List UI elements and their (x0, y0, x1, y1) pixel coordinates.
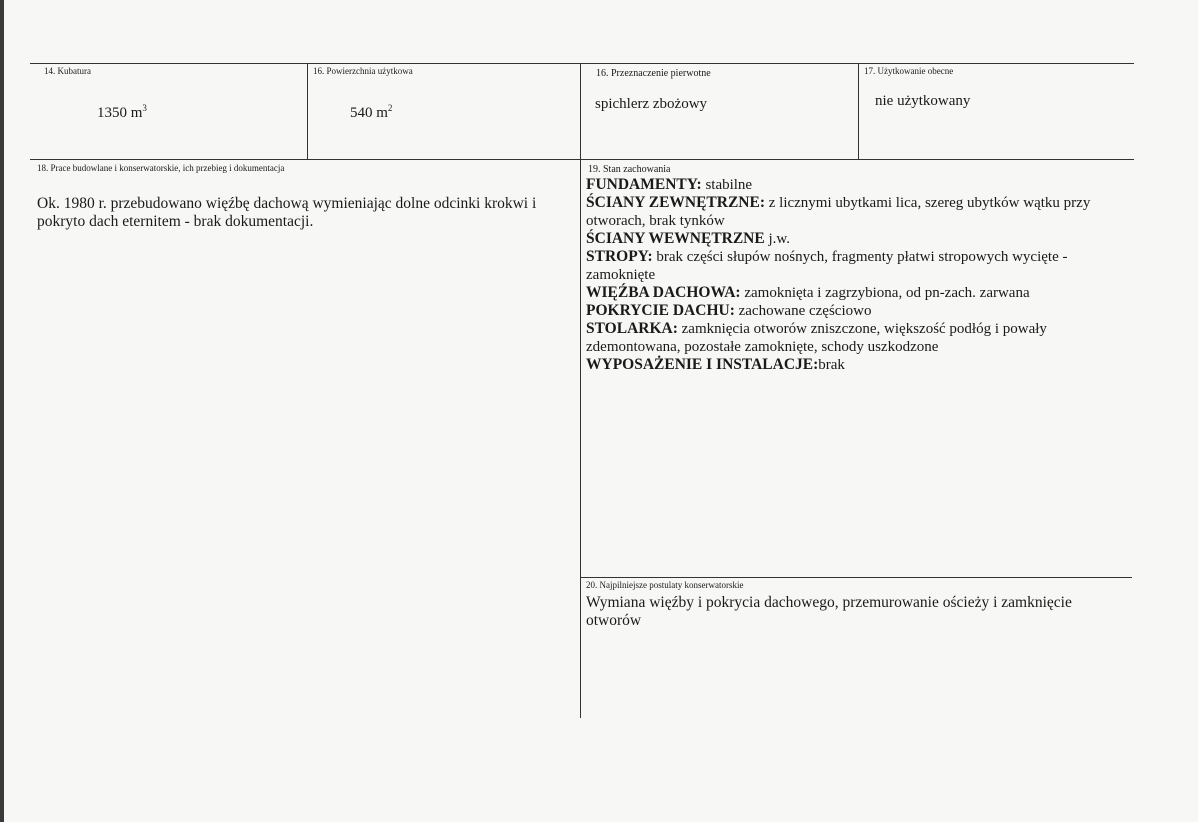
condition-line: ŚCIANY WEWNĘTRZNE j.w. (586, 230, 791, 247)
rule-mid (30, 159, 1134, 160)
section-20-line: Wymiana więźby i pokrycia dachowego, przemurowanie ościeży i zamknięcie (586, 594, 1072, 611)
rule-top (30, 63, 1134, 64)
field-17-label: 17. Użytkowanie obecne (864, 66, 954, 76)
section-20-label: 20. Najpilniejsze postulaty konserwatorskie (586, 580, 744, 590)
condition-line: otworach, brak tynków (586, 213, 725, 229)
condition-line: FUNDAMENTY: stabilne (586, 176, 753, 193)
condition-line: STOLARKA: zamknięcia otworów zniszczone, większość podłóg i powały (586, 320, 1047, 337)
section-18-text (37, 195, 572, 231)
section-19-label: 19. Stan zachowania (588, 164, 671, 175)
field-16-label: 16. Powierzchnia użytkowa (313, 66, 413, 76)
field-16b-value: spichlerz zbożowy (595, 96, 708, 112)
section-18-line: pokryto dach eternitem - brak dokumentacji. (37, 213, 314, 230)
condition-line: ŚCIANY ZEWNĘTRZNE: z licznymi ubytkami lica, szereg ubytków wątku przy (586, 194, 1091, 211)
section-20-text (586, 594, 1131, 630)
condition-line: WIĘŹBA DACHOWA: zamoknięta i zagrzybiona, od pn-zach. zarwana (586, 284, 1030, 301)
condition-line: WYPOSAŻENIE I INSTALACJE:brak (586, 356, 845, 373)
condition-line: zdemontowana, pozostałe zamoknięte, schody uszkodzone (586, 339, 939, 355)
field-16b-label: 16. Przeznaczenie pierwotne (596, 68, 711, 79)
divider-3 (858, 63, 859, 159)
divider-2 (580, 63, 581, 718)
scan-edge (0, 0, 4, 822)
divider-1 (307, 63, 308, 159)
section-19-text (586, 176, 1131, 374)
field-14-value: 1350 $m^3$ (97, 103, 147, 121)
rule-20 (580, 577, 1132, 578)
section-20-line: otworów (586, 612, 642, 629)
field-16-value: 540 $m^2$ (350, 103, 393, 121)
condition-line: STROPY: brak części słupów nośnych, fragmenty płatwi stropowych wycięte - (586, 248, 1068, 265)
section-18-label: 18. Prace budowlane i konserwatorskie, ich przebieg i dokumentacja (37, 163, 285, 173)
condition-line: POKRYCIE DACHU: zachowane częściowo (586, 302, 872, 319)
field-17-value: nie użytkowany (875, 93, 971, 109)
section-18-line: Ok. 1980 r. przebudowano więźbę dachową wymieniając dolne odcinki krokwi i (37, 195, 537, 212)
condition-line: zamoknięte (586, 267, 656, 283)
field-14-label: 14. Kubatura (44, 66, 91, 76)
